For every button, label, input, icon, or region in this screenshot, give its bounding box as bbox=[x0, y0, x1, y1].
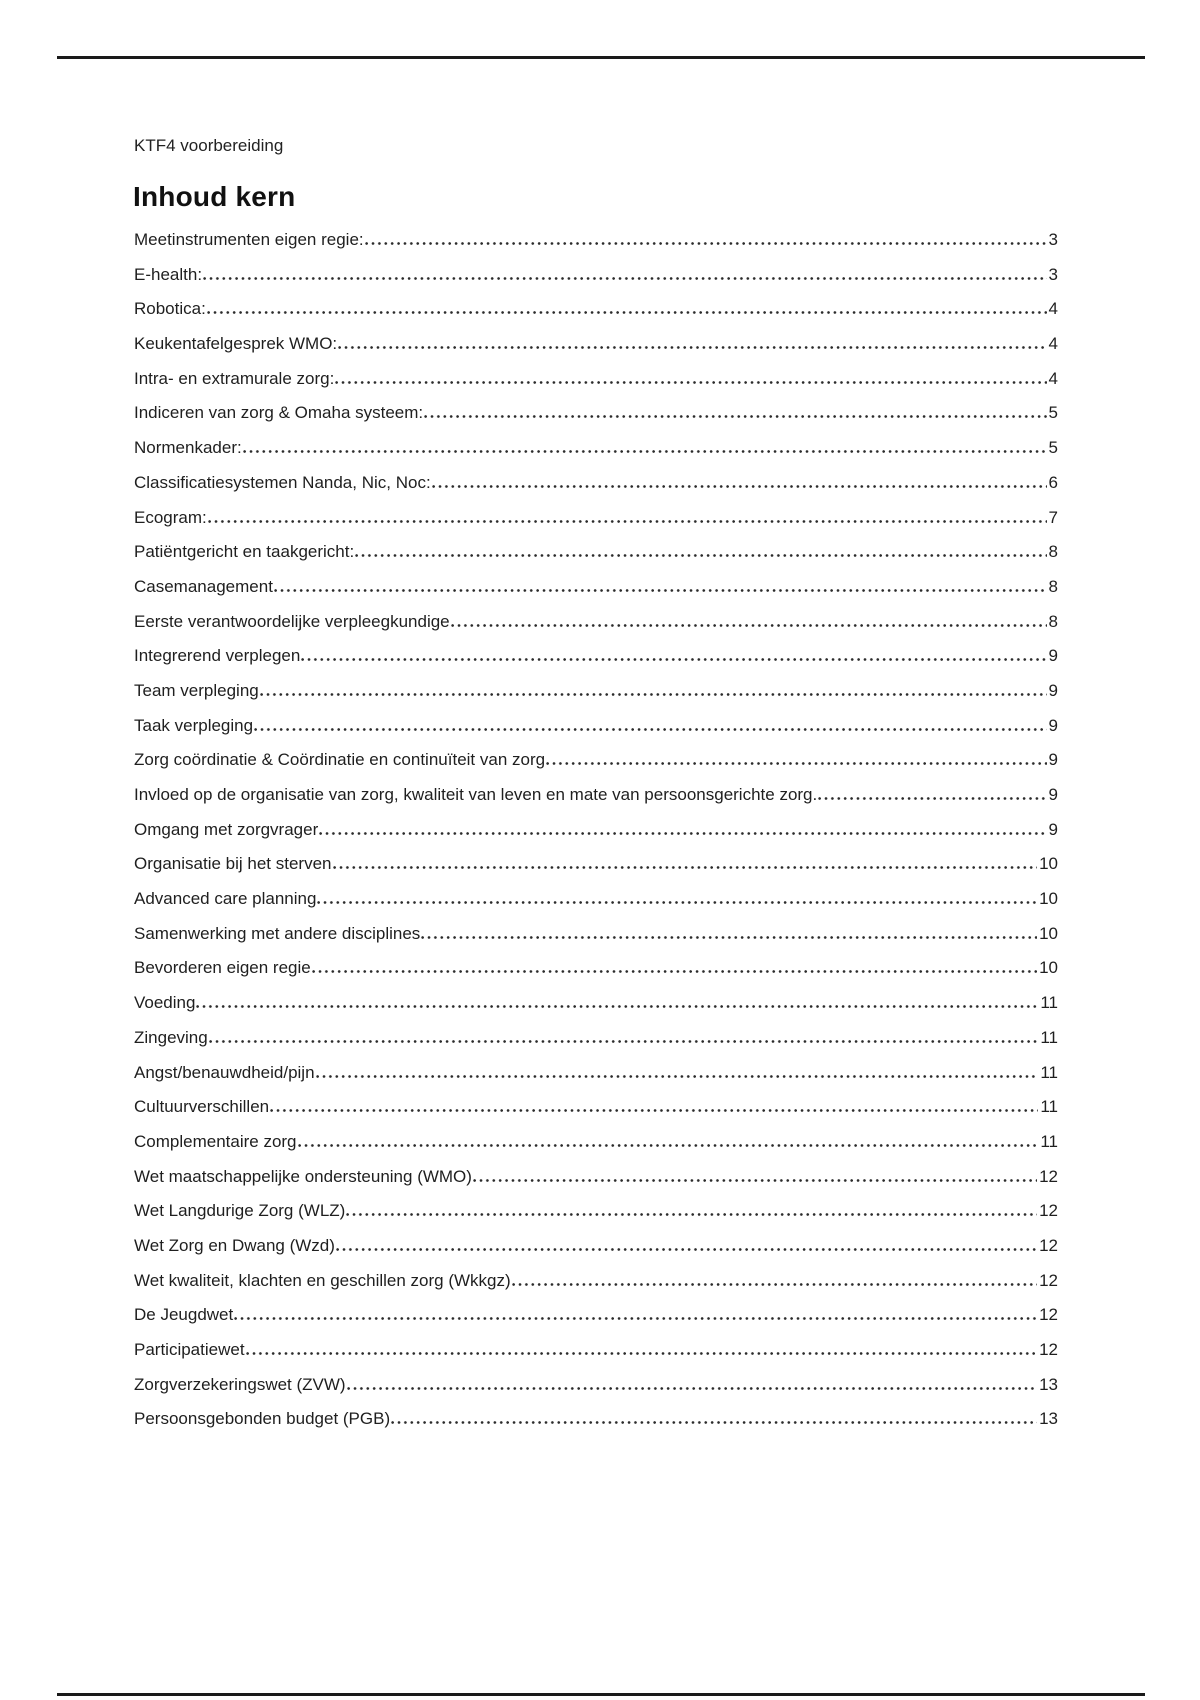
toc-entry bbox=[134, 881, 1058, 916]
dot-leader bbox=[338, 346, 1046, 349]
toc-entry-label: Invloed op de organisatie van zorg, kwaliteit van leven en mate van persoonsgerichte zorg. bbox=[134, 785, 818, 804]
toc-entry-page: 12 bbox=[1039, 1305, 1058, 1325]
toc-entry-label: Robotica: bbox=[134, 299, 206, 319]
toc-entry-label: Wet Zorg en Dwang (Wzd) bbox=[134, 1235, 335, 1255]
dot-leader bbox=[316, 1075, 1039, 1078]
toc-entry bbox=[134, 985, 1058, 1020]
dot-leader bbox=[209, 1040, 1039, 1043]
dot-leader bbox=[432, 485, 1047, 488]
toc-entry-label: Zingeving bbox=[134, 1027, 208, 1047]
page-title: Inhoud kern bbox=[133, 181, 296, 212]
toc-entry-page: 11 bbox=[1040, 1131, 1058, 1151]
toc-entry bbox=[134, 500, 1058, 535]
dot-leader bbox=[312, 970, 1037, 973]
toc-entry bbox=[134, 1020, 1058, 1055]
toc-entry bbox=[134, 1401, 1058, 1436]
dot-leader bbox=[424, 415, 1046, 418]
toc-entry bbox=[134, 673, 1058, 708]
dot-leader bbox=[196, 1005, 1038, 1008]
toc-entry bbox=[134, 950, 1058, 985]
toc-entry-page: 10 bbox=[1039, 854, 1058, 874]
toc-entry-label: Advanced care planning bbox=[134, 889, 317, 909]
toc-entry-label: Patiëntgericht en taakgericht: bbox=[134, 542, 355, 562]
dot-leader bbox=[319, 832, 1046, 835]
toc-entry-page: 4 bbox=[1048, 299, 1058, 319]
toc-entry-page: 3 bbox=[1048, 264, 1058, 284]
dot-leader bbox=[270, 1109, 1038, 1112]
toc-entry-label: Zorg coördinatie & Coördinatie en continuïteit van zorg bbox=[134, 750, 546, 770]
dot-leader bbox=[254, 728, 1046, 731]
toc-entry-page: 4 bbox=[1048, 334, 1058, 354]
toc-entry-page: 12 bbox=[1039, 1270, 1058, 1290]
toc-entry bbox=[134, 222, 1058, 257]
toc-entry bbox=[134, 1367, 1058, 1402]
toc-entry-page: 10 bbox=[1039, 889, 1058, 909]
table-of-contents bbox=[134, 222, 1058, 1436]
dot-leader bbox=[365, 242, 1047, 245]
toc-entry bbox=[134, 638, 1058, 673]
toc-entry bbox=[134, 326, 1058, 361]
toc-entry-label: Omgang met zorgvrager bbox=[134, 819, 319, 839]
toc-entry-page: 5 bbox=[1048, 438, 1058, 458]
toc-entry-label: Wet Langdurige Zorg (WLZ) bbox=[134, 1201, 346, 1221]
toc-entry-page: 12 bbox=[1039, 1340, 1058, 1359]
toc-entry-label: Complementaire zorg bbox=[134, 1131, 297, 1151]
toc-entry bbox=[134, 1332, 1058, 1367]
toc-entry-page: 12 bbox=[1039, 1166, 1058, 1186]
toc-entry-label: Ecogram: bbox=[134, 507, 207, 527]
toc-entry-page: 6 bbox=[1048, 472, 1058, 492]
toc-entry-page: 13 bbox=[1039, 1374, 1058, 1394]
toc-entry-page: 5 bbox=[1048, 403, 1058, 423]
dot-leader bbox=[335, 381, 1046, 384]
dot-leader bbox=[391, 1421, 1037, 1424]
toc-entry-page: 9 bbox=[1048, 819, 1058, 839]
toc-entry-label: De Jeugdwet bbox=[134, 1305, 234, 1325]
toc-entry-label: Team verpleging bbox=[134, 680, 259, 700]
toc-entry-page: 10 bbox=[1039, 923, 1058, 943]
toc-entry-label: Organisatie bij het sterven bbox=[134, 854, 332, 874]
toc-entry-label: Samenwerking met andere disciplines bbox=[134, 923, 421, 943]
toc-entry bbox=[134, 534, 1058, 569]
toc-entry-label: Bevorderen eigen regie bbox=[134, 958, 311, 978]
toc-entry-page: 7 bbox=[1048, 507, 1058, 527]
toc-entry-label: Integrerend verplegen bbox=[134, 646, 301, 666]
dot-leader bbox=[421, 936, 1037, 939]
toc-entry-page: 9 bbox=[1048, 680, 1058, 700]
dot-leader bbox=[246, 1352, 1038, 1355]
toc-entry-label: Wet maatschappelijke ondersteuning (WMO) bbox=[134, 1166, 472, 1186]
toc-entry bbox=[134, 846, 1058, 881]
toc-entry bbox=[134, 1124, 1058, 1159]
toc-entry bbox=[134, 604, 1058, 639]
toc-entry bbox=[134, 1089, 1058, 1124]
toc-entry bbox=[134, 257, 1058, 292]
toc-entry-page: 10 bbox=[1039, 958, 1058, 978]
toc-entry-label: Casemanagement bbox=[134, 576, 273, 596]
toc-entry-label: Indiceren van zorg & Omaha systeem: bbox=[134, 403, 424, 423]
toc-entry bbox=[134, 569, 1058, 604]
toc-entry-page: 11 bbox=[1040, 1097, 1058, 1117]
toc-entry-label: Taak verpleging bbox=[134, 715, 254, 735]
toc-entry-label: Keukentafelgesprek WMO: bbox=[134, 334, 338, 354]
dot-leader bbox=[208, 520, 1047, 523]
toc-entry-label: Persoonsgebonden budget (PGB) bbox=[134, 1409, 391, 1429]
toc-entry-page: 9 bbox=[1048, 646, 1058, 666]
toc-entry bbox=[134, 395, 1058, 430]
toc-entry bbox=[134, 708, 1058, 743]
dot-leader bbox=[234, 1317, 1037, 1320]
toc-entry-label: Meetinstrumenten eigen regie: bbox=[134, 230, 364, 249]
toc-entry-page: 11 bbox=[1040, 1027, 1058, 1047]
dot-leader bbox=[260, 693, 1047, 696]
header-rule bbox=[57, 56, 1145, 59]
toc-entry-page: 3 bbox=[1048, 230, 1058, 249]
toc-entry-page: 8 bbox=[1048, 576, 1058, 596]
toc-entry bbox=[134, 1228, 1058, 1263]
toc-entry bbox=[134, 361, 1058, 396]
toc-entry-page: 9 bbox=[1048, 750, 1058, 770]
footer-rule bbox=[57, 1693, 1145, 1696]
dot-leader bbox=[207, 311, 1047, 314]
toc-entry-label: Eerste verantwoordelijke verpleegkundige bbox=[134, 611, 450, 631]
toc-entry-page: 9 bbox=[1048, 715, 1058, 735]
document-subtitle: KTF4 voorbereiding bbox=[134, 136, 284, 155]
dot-leader bbox=[355, 554, 1046, 557]
dot-leader bbox=[347, 1387, 1037, 1390]
toc-entry-page: 9 bbox=[1048, 785, 1058, 804]
toc-entry-page: 12 bbox=[1039, 1235, 1058, 1255]
dot-leader bbox=[203, 277, 1046, 280]
toc-entry-page: 4 bbox=[1048, 368, 1058, 388]
toc-entry-label: Normenkader: bbox=[134, 438, 242, 458]
dot-leader bbox=[336, 1248, 1037, 1251]
toc-entry bbox=[134, 291, 1058, 326]
dot-leader bbox=[473, 1179, 1037, 1182]
toc-entry bbox=[134, 812, 1058, 847]
toc-entry bbox=[134, 777, 1058, 812]
dot-leader bbox=[346, 1213, 1037, 1216]
toc-entry-page: 13 bbox=[1039, 1409, 1058, 1429]
toc-entry bbox=[134, 916, 1058, 951]
toc-entry-label: E-health: bbox=[134, 264, 203, 284]
dot-leader bbox=[546, 762, 1046, 765]
dot-leader bbox=[818, 797, 1046, 800]
dot-leader bbox=[451, 624, 1047, 627]
toc-entry bbox=[134, 430, 1058, 465]
toc-entry-label: Wet kwaliteit, klachten en geschillen zorg (Wkkgz) bbox=[134, 1270, 511, 1290]
toc-entry bbox=[134, 1055, 1058, 1090]
toc-entry-label: Classificatiesystemen Nanda, Nic, Noc: bbox=[134, 472, 431, 492]
dot-leader bbox=[317, 901, 1037, 904]
toc-entry-label: Cultuurverschillen bbox=[134, 1097, 270, 1117]
toc-entry bbox=[134, 1263, 1058, 1298]
toc-entry bbox=[134, 465, 1058, 500]
toc-entry-page: 11 bbox=[1040, 1062, 1058, 1082]
toc-entry bbox=[134, 1193, 1058, 1228]
toc-entry-label: Angst/benauwdheid/pijn bbox=[134, 1062, 315, 1082]
toc-entry bbox=[134, 1159, 1058, 1194]
toc-entry-page: 12 bbox=[1039, 1201, 1058, 1221]
toc-entry-label: Intra- en extramurale zorg: bbox=[134, 368, 335, 388]
toc-entry bbox=[134, 1297, 1058, 1332]
dot-leader bbox=[298, 1144, 1039, 1147]
toc-entry-page: 8 bbox=[1048, 611, 1058, 631]
dot-leader bbox=[243, 450, 1047, 453]
dot-leader bbox=[301, 658, 1046, 661]
toc-entry-label: Zorgverzekeringswet (ZVW) bbox=[134, 1374, 346, 1394]
toc-entry-label: Participatiewet bbox=[134, 1340, 245, 1359]
dot-leader bbox=[333, 866, 1038, 869]
toc-entry-page: 11 bbox=[1040, 993, 1058, 1013]
toc-entry-label: Voeding bbox=[134, 993, 196, 1013]
toc-entry-page: 8 bbox=[1048, 542, 1058, 562]
dot-leader bbox=[274, 589, 1047, 592]
toc-entry bbox=[134, 742, 1058, 777]
dot-leader bbox=[512, 1283, 1037, 1286]
